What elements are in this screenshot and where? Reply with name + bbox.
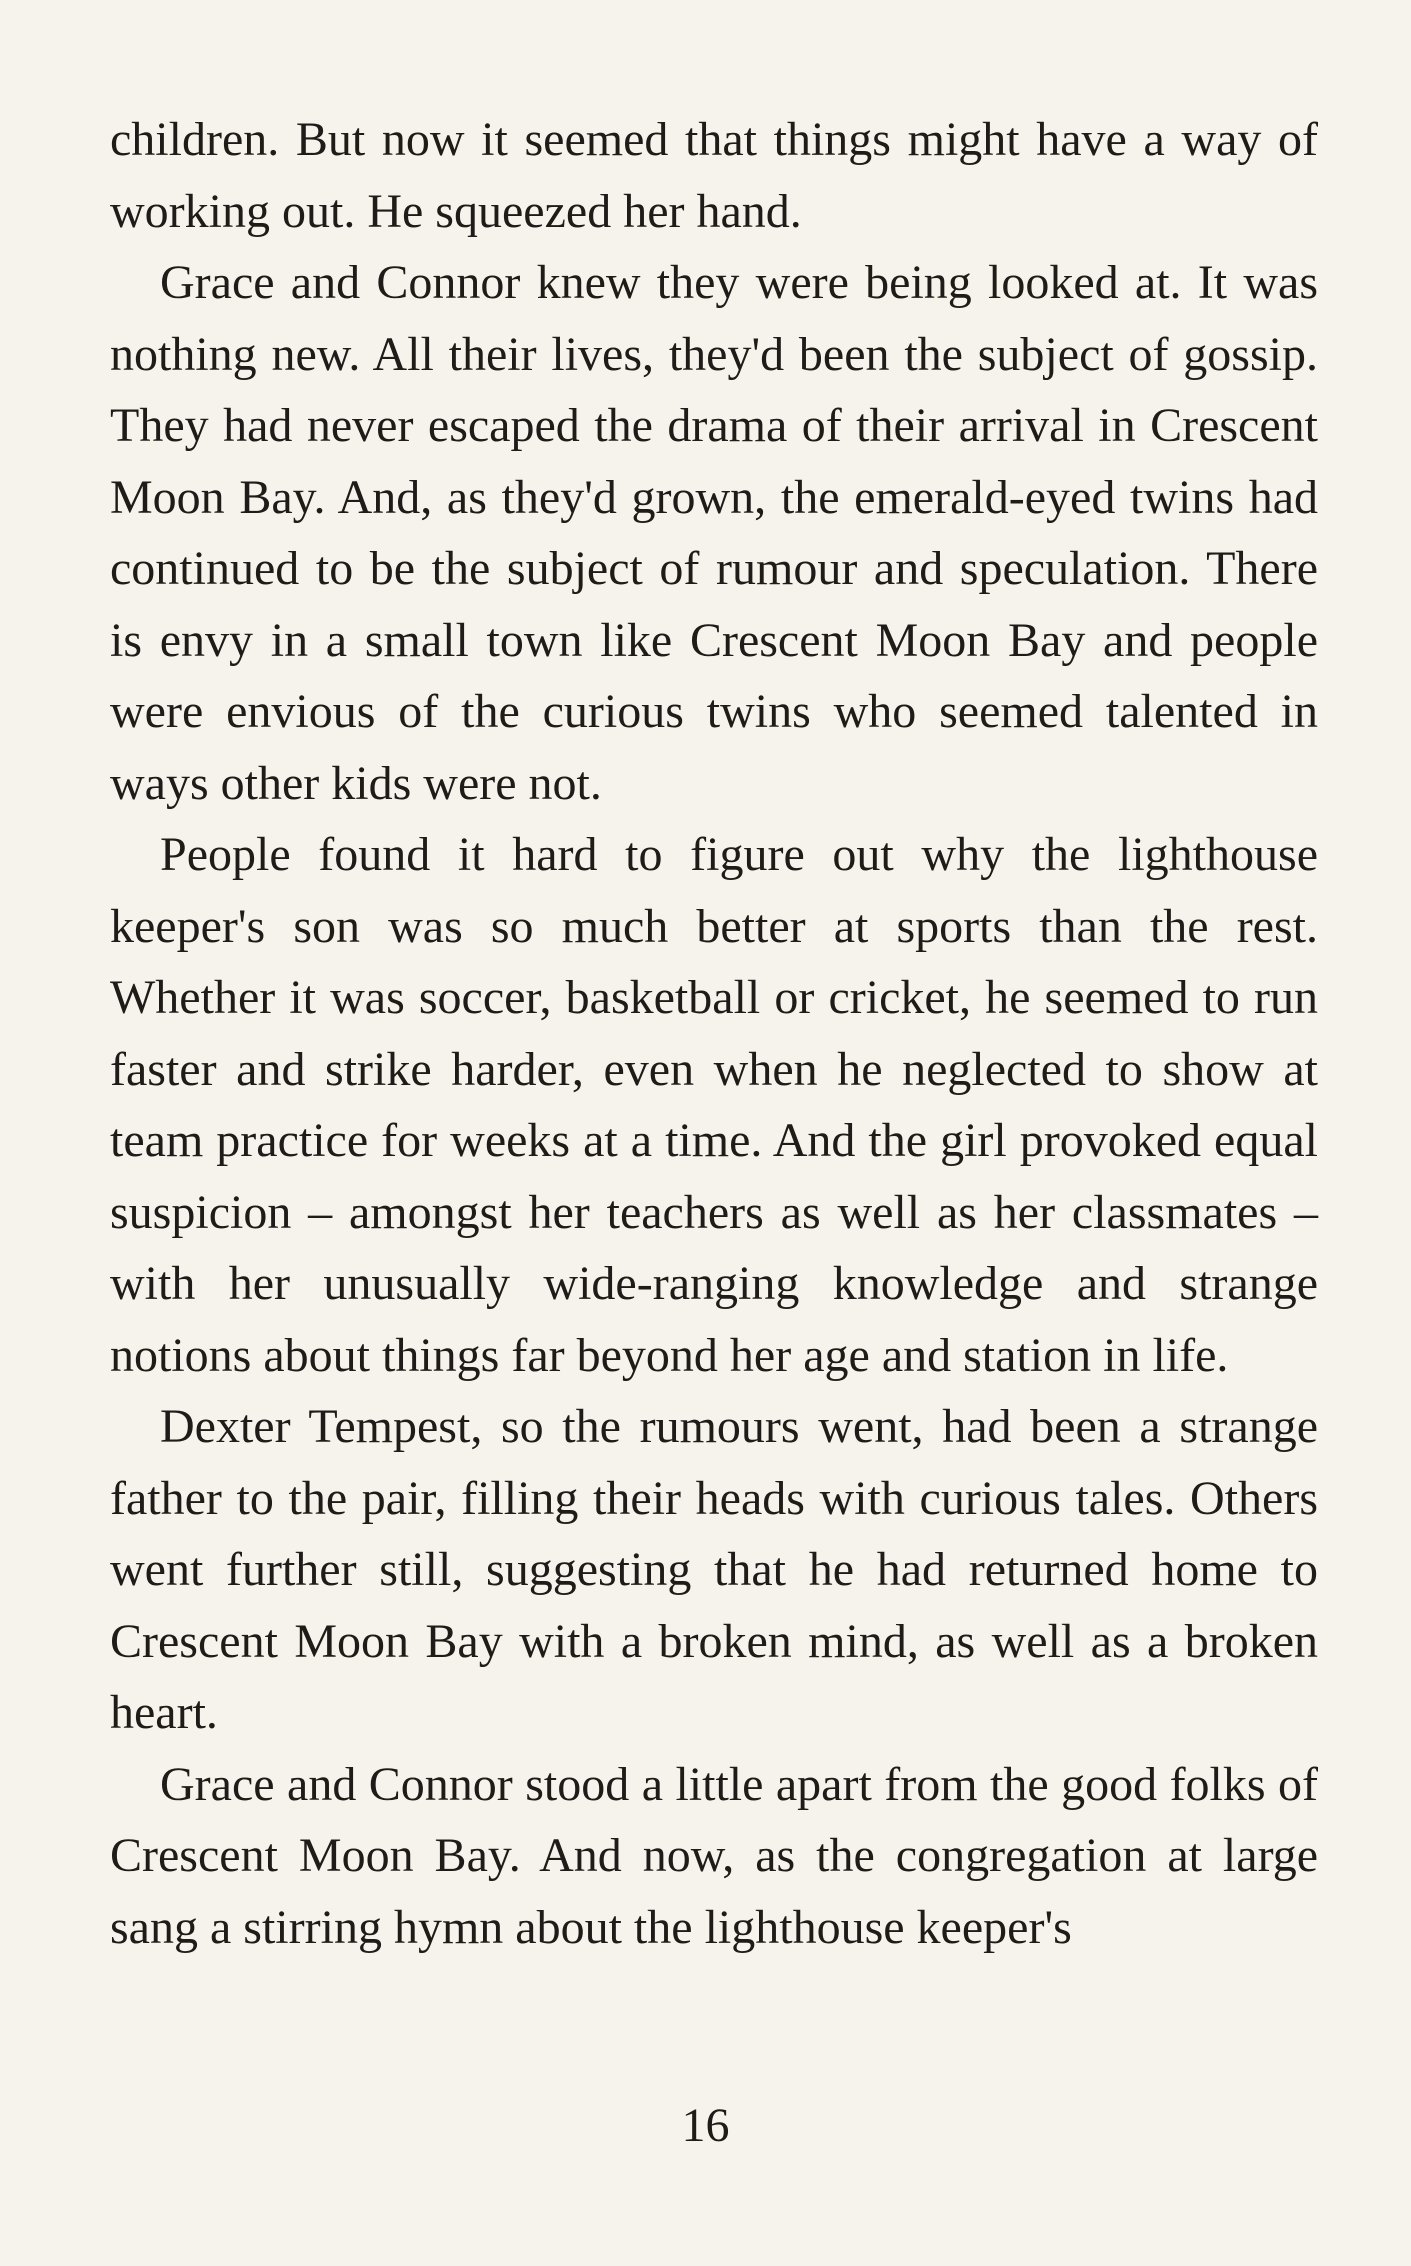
- paragraph-4: Dexter Tempest, so the rumours went, had been a strange father to the pair, filling their heads with curious tales. Others went further still, suggesting that he had returned home to Crescent Moon Bay with a broken mind, as well as a broken heart.: [110, 1400, 1318, 1739]
- paragraph-3: People found it hard to figure out why the lighthouse keeper's son was so much better at sports than the rest. Whether it was soccer, basketball or cricket, he seemed to run faster and strike harder, even when he neglected to show at team practice for weeks at a time. And the girl provoked equal suspicion – amongst her teachers as well as her classmates – with her unusually wide-ranging knowledge and strange notions about things far beyond her age and station in life.: [110, 828, 1318, 1382]
- paragraph-2: Grace and Connor knew they were being looked at. It was nothing new. All their lives, they'd been the subject of gossip. They had never escaped the drama of their arrival in Crescent Moon Bay. And, as they'd grown, the emerald-eyed twins had continued to be the subject of rumour and speculation. There is envy in a small town like Crescent Moon Bay and people were envious of the curious twins who seemed talented in ways other kids were not.: [110, 256, 1318, 810]
- body-text: [110, 104, 1318, 1963]
- paragraph-1: children. But now it seemed that things might have a way of working out. He squeezed her hand.: [110, 113, 1318, 238]
- page-number: 16: [681, 2099, 730, 2152]
- paragraph-5: Grace and Connor stood a little apart from the good folks of Crescent Moon Bay. And now, as the congregation at large sang a stirring hymn about the lighthouse keeper's: [110, 1757, 1318, 1954]
